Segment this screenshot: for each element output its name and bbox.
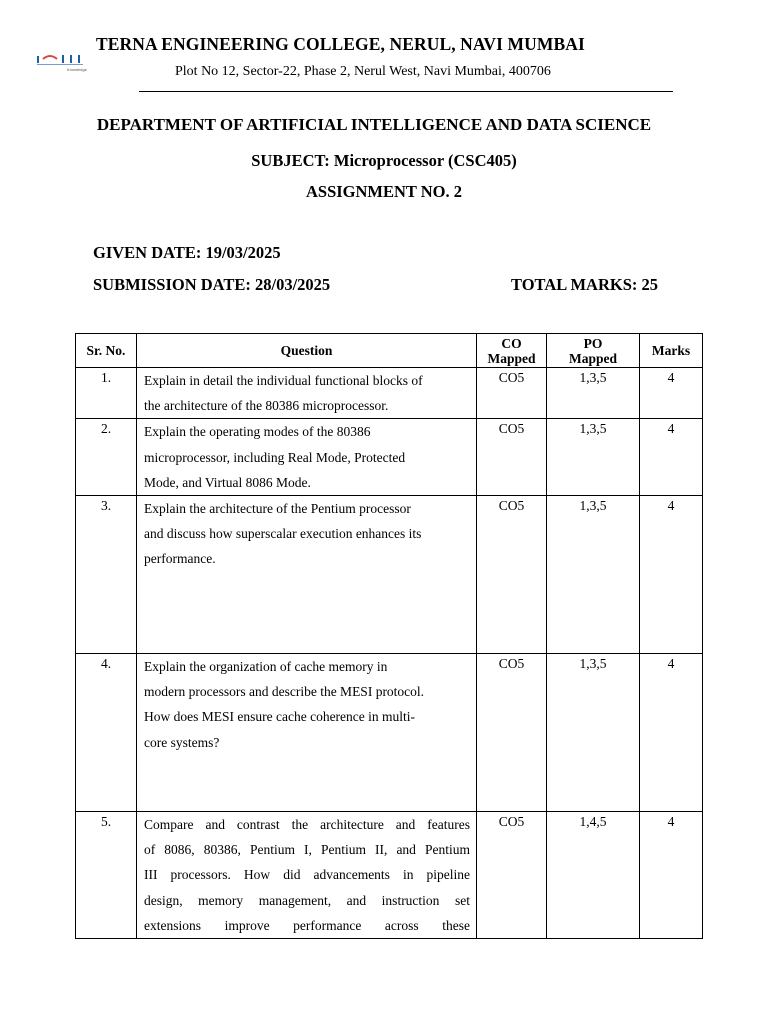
row-po: 1,3,5 bbox=[547, 654, 640, 812]
header-po-mapped bbox=[547, 334, 640, 368]
row-sr-no: 1. bbox=[76, 368, 137, 419]
question-line: and discuss how superscalar execution enhances its bbox=[144, 526, 422, 542]
question-line: extensions improve performance across these bbox=[144, 917, 470, 933]
row-sr-no: 3. bbox=[76, 496, 137, 654]
row-sr-no: 2. bbox=[76, 419, 137, 496]
row-po: 1,3,5 bbox=[547, 368, 640, 419]
table-row bbox=[76, 419, 703, 496]
college-logo bbox=[34, 50, 98, 74]
row-co: CO5 bbox=[477, 812, 547, 939]
question-line: How does MESI ensure cache coherence in multi- bbox=[144, 709, 416, 725]
question-line: Explain in detail the individual functional blocks of bbox=[144, 373, 423, 388]
header-po-line1: PO bbox=[583, 335, 603, 351]
question-line: Explain the operating modes of the 80386 bbox=[144, 424, 371, 440]
question-line: core systems? bbox=[144, 734, 220, 750]
header-po-line2: Mapped bbox=[568, 350, 617, 366]
row-po: 1,3,5 bbox=[547, 419, 640, 496]
total-marks: TOTAL MARKS: 25 bbox=[511, 275, 658, 294]
row-question bbox=[137, 654, 477, 812]
question-line: of 8086, 80386, Pentium I, Pentium II, and Pentium bbox=[144, 842, 470, 858]
row-question bbox=[137, 368, 477, 419]
question-line: modern processors and describe the MESI protocol. bbox=[144, 684, 425, 700]
row-marks: 4 bbox=[640, 419, 703, 496]
row-co: CO5 bbox=[477, 654, 547, 812]
header-co-line2: Mapped bbox=[487, 350, 536, 366]
header-co-mapped bbox=[477, 334, 547, 368]
row-sr-no: 5. bbox=[76, 812, 137, 939]
question-line: Explain the organization of cache memory in bbox=[144, 659, 388, 675]
row-marks: 4 bbox=[640, 496, 703, 654]
question-line: Compare and contrast the architecture and features bbox=[144, 817, 470, 833]
row-question bbox=[137, 419, 477, 496]
given-date: GIVEN DATE: 19/03/2025 bbox=[93, 243, 281, 262]
college-address: Plot No 12, Sector-22, Phase 2, Nerul West, Navi Mumbai, 400706 bbox=[175, 64, 551, 79]
header-question: Question bbox=[137, 334, 477, 368]
header-divider bbox=[139, 91, 673, 92]
row-question bbox=[137, 496, 477, 654]
question-line: III processors. How did advancements in pipeline bbox=[144, 867, 470, 883]
row-marks: 4 bbox=[640, 654, 703, 812]
subject-title: SUBJECT: Microprocessor (CSC405) bbox=[251, 151, 517, 170]
question-line: the architecture of the 80386 microprocessor. bbox=[144, 398, 389, 414]
question-line: performance. bbox=[144, 551, 216, 567]
header-co-line1: CO bbox=[501, 335, 522, 351]
row-marks: 4 bbox=[640, 368, 703, 419]
college-name: TERNA ENGINEERING COLLEGE, NERUL, NAVI MUMBAI bbox=[96, 34, 585, 54]
row-marks: 4 bbox=[640, 812, 703, 939]
table-row bbox=[76, 368, 703, 419]
question-line: microprocessor, including Real Mode, Protected bbox=[144, 449, 406, 465]
question-line: design, memory management, and instruction set bbox=[144, 892, 470, 908]
row-co: CO5 bbox=[477, 419, 547, 496]
header-sr-no: Sr. No. bbox=[76, 334, 137, 368]
assignment-title: ASSIGNMENT NO. 2 bbox=[305, 182, 463, 201]
assignment-table bbox=[75, 333, 703, 939]
submission-date: SUBMISSION DATE: 28/03/2025 bbox=[93, 275, 331, 294]
question-line: Mode, and Virtual 8086 Mode. bbox=[144, 474, 311, 490]
table-row bbox=[76, 496, 703, 654]
table-row bbox=[76, 812, 703, 939]
question-line: Explain the architecture of the Pentium processor bbox=[144, 501, 411, 517]
row-question bbox=[137, 812, 477, 939]
header-marks: Marks bbox=[640, 334, 703, 368]
row-sr-no: 4. bbox=[76, 654, 137, 812]
table-header-row bbox=[76, 334, 703, 368]
row-co: CO5 bbox=[477, 496, 547, 654]
logo-tagline: Knowledge bbox=[67, 67, 87, 72]
row-co: CO5 bbox=[477, 368, 547, 419]
row-po: 1,4,5 bbox=[547, 812, 640, 939]
row-po: 1,3,5 bbox=[547, 496, 640, 654]
table-row bbox=[76, 654, 703, 812]
department-title: DEPARTMENT OF ARTIFICIAL INTELLIGENCE AND DATA SCIENCE bbox=[96, 115, 652, 134]
